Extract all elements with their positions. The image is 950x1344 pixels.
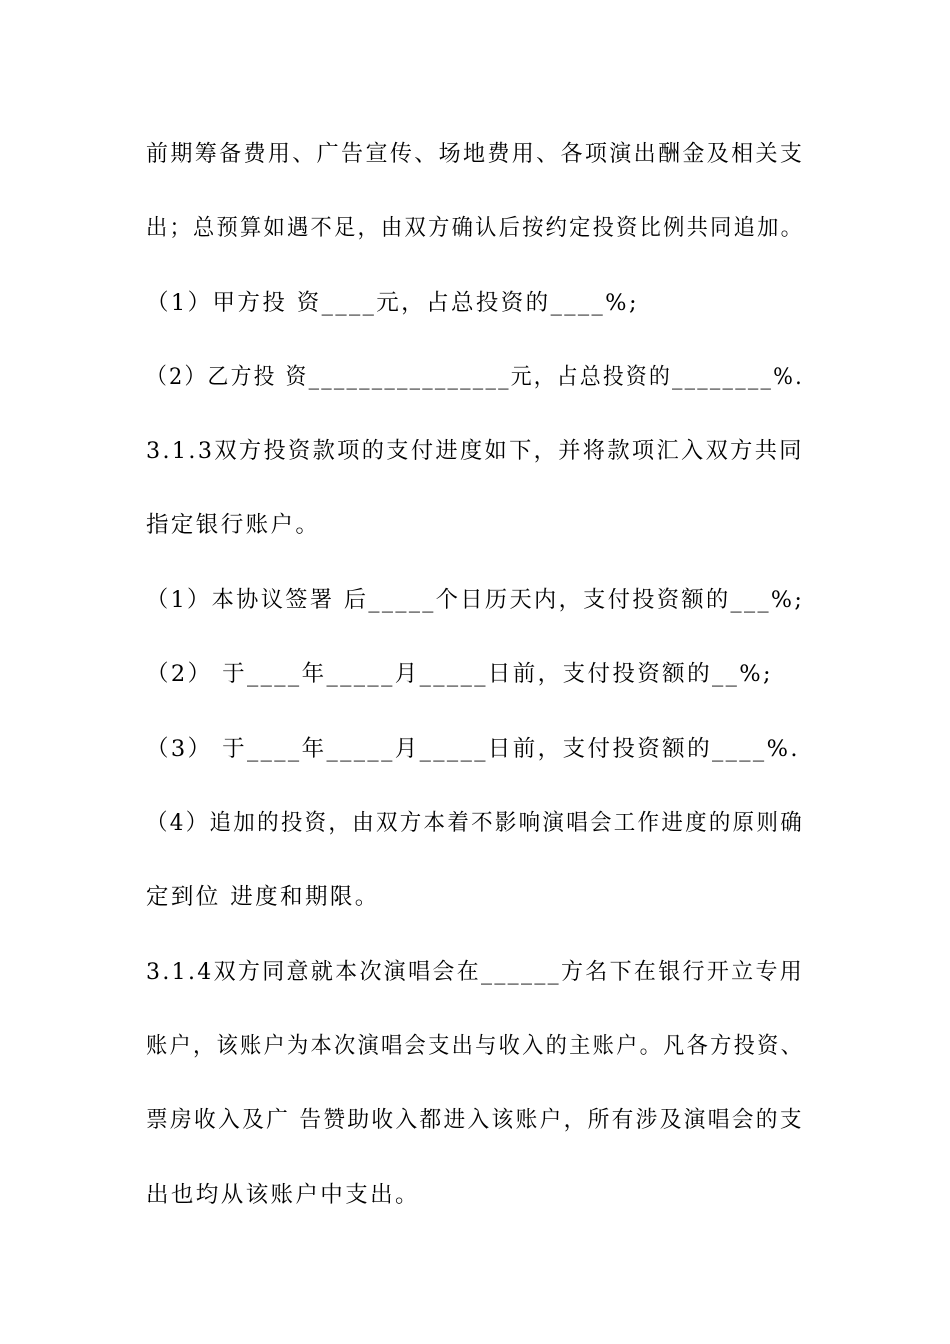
text-line: 前期筹备费用、广告宣传、场地费用、各项演出酬金及相关支 [146, 141, 805, 167]
text-line: 出；总预算如遇不足，由双方确认后按约定投资比例共同追加。 [146, 215, 805, 241]
text-line: 定到位 进度和期限。 [146, 884, 380, 910]
text-line: （1）本协议签署 后_____个日历天内，支付投资额的___%; [146, 587, 805, 613]
text-line: （3） 于____年_____月_____日前，支付投资额的____%. [146, 736, 800, 762]
text-line: （4）追加的投资，由双方本着不影响演唱会工作进度的原则确 [146, 810, 805, 836]
text-line: 票房收入及广 告赞助收入都进入该账户，所有涉及演唱会的支 [146, 1107, 804, 1133]
text-line: 3.1.3双方投资款项的支付进度如下，并将款项汇入双方共同 [146, 438, 804, 464]
text-line: （2）乙方投 资________________元，占总投资的________%. [146, 364, 804, 390]
text-line: （2） 于____年_____月_____日前，支付投资额的__%; [146, 661, 774, 687]
text-line: 3.1.4双方同意就本次演唱会在______方名下在银行开立专用 [146, 959, 805, 985]
text-line: （1）甲方投 资____元，占总投资的____%; [146, 290, 639, 316]
text-line: 指定银行账户。 [146, 512, 321, 538]
text-line: 出也均从该账户中支出。 [146, 1182, 420, 1208]
text-line: 账户，该账户为本次演唱会支出与收入的主账户。凡各方投资、 [146, 1033, 805, 1059]
